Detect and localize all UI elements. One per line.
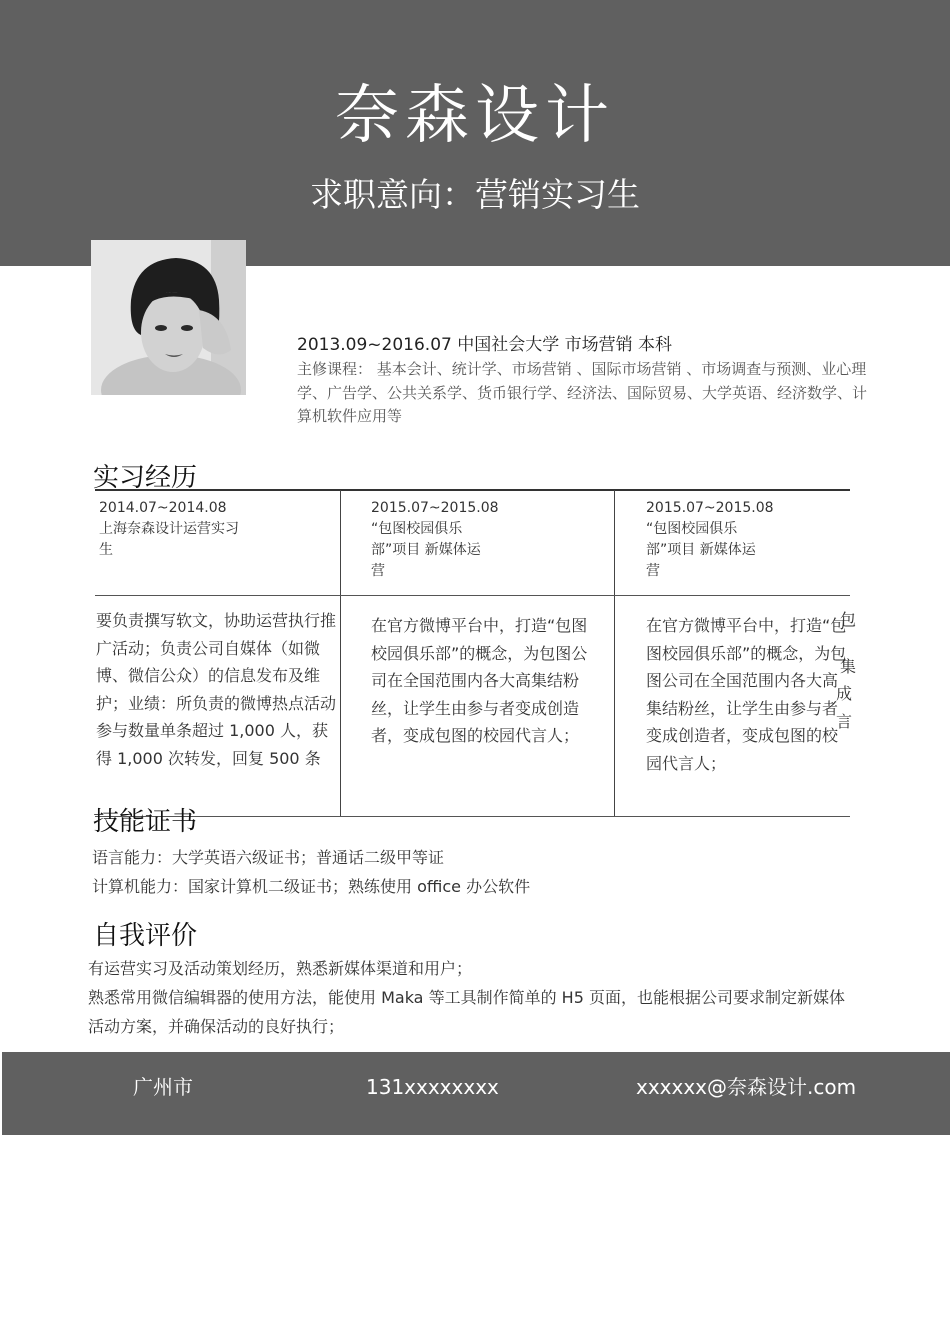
overflow-char-3: 成	[836, 684, 853, 703]
profile-photo	[91, 240, 246, 395]
self-eval-line-1: 有运营实习及活动策划经历，熟悉新媒体渠道和用户；	[88, 959, 473, 978]
internship-1-role-line-2: 生	[99, 542, 113, 558]
skills-section-title: 技能证书	[93, 807, 198, 837]
education-summary: 2013.09~2016.07 中国社会大学 市场营销 本科	[297, 335, 673, 355]
major-courses: 主修课程： 基本会计、统计学、市场营销 、国际市场营销 、市场调查与预测、业心理学、广告学、公共关系学、货币银行学、经济法、国际贸易、大学英语、经济数学、计算机软件应用等	[297, 360, 868, 425]
footer-email: xxxxxx@奈森设计.com	[636, 1075, 857, 1099]
internship-1-description: 要负责撰写软文，协助运营执行推广活动；负责公司自媒体（如微博、微信公众）的信息发布及维护；业绩：所负责的微博热点活动参与数量单条超过 1,000 人，获得 1,000 次转发，回复 500 条	[96, 611, 337, 768]
internship-3-header	[646, 498, 846, 582]
portrait-image	[91, 240, 246, 395]
overflow-char-4: 言	[836, 712, 853, 731]
internship-3-role-line-3: 营	[646, 563, 660, 579]
table-divider-2	[614, 490, 615, 816]
internship-2-date: 2015.07~2015.08	[371, 500, 499, 516]
internship-3-role-line-2: 部”项目 新媒体运	[646, 542, 756, 558]
internship-3-date: 2015.07~2015.08	[646, 500, 774, 516]
table-divider-1	[340, 490, 341, 816]
internship-1-role-line-1: 上海奈森设计运营实习	[99, 521, 239, 537]
skill-language: 语言能力：大学英语六级证书；普通话二级甲等证	[92, 848, 445, 867]
footer-city: 广州市	[133, 1075, 193, 1099]
header-banner	[0, 0, 950, 266]
internship-1-date: 2014.07~2014.08	[99, 500, 227, 516]
internship-2-description: 在官方微博平台中，打造“包图校园俱乐部”的概念，为包图公司在全国范围内各大高集结粉丝，让学生由参与者变成创造者，变成包图的校园代言人；	[371, 616, 588, 745]
contact-footer	[2, 1052, 950, 1135]
internship-3-description: 在官方微博平台中，打造“包图校园俱乐部”的概念，为包图公司在全国范围内各大高集结粉丝，让学生由参与者变成创造者，变成包图的校园代言人；	[646, 616, 847, 773]
internship-2-role-line-1: “包图校园俱乐	[371, 521, 463, 537]
internship-2-role-line-3: 营	[371, 563, 385, 579]
internship-1-header	[99, 498, 334, 561]
internship-section-title: 实习经历	[93, 463, 198, 493]
overflow-char-1: 包	[840, 610, 857, 629]
self-eval-section-title: 自我评价	[93, 921, 198, 951]
internship-2-header	[371, 498, 606, 582]
internship-3-role-line-1: “包图校园俱乐	[646, 521, 738, 537]
candidate-name: 奈森设计	[335, 79, 615, 153]
self-eval-line-2: 熟悉常用微信编辑器的使用方法，能使用 Maka 等工具制作简单的 H5 页面，也能根据公司要求制定新媒体活动方案，并确保活动的良好执行；	[88, 988, 845, 1036]
table-bottom-rule	[95, 816, 850, 817]
internship-top-rule	[95, 489, 850, 491]
internship-2-role-line-2: 部”项目 新媒体运	[371, 542, 481, 558]
overflow-char-2: 集	[840, 657, 857, 676]
footer-phone: 131xxxxxxxx	[366, 1075, 499, 1099]
skill-computer: 计算机能力：国家计算机二级证书；熟练使用 office 办公软件	[92, 877, 531, 896]
table-header-rule	[95, 595, 850, 596]
job-objective: 求职意向：营销实习生	[310, 175, 640, 214]
